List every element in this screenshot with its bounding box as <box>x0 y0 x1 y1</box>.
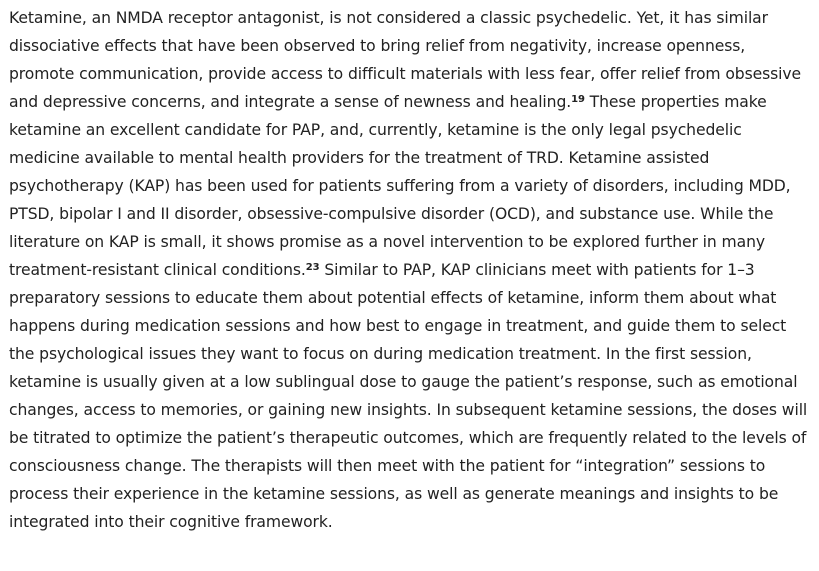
ketamine-paragraph <box>9 4 811 536</box>
paragraph-text-part-1: Ketamine, an NMDA receptor antagonist, is not considered a classic psychedelic. Yet, it has similar dissociative effects that have been observed to bring relief from negativity, increase openness, promote communication, provide access to difficult materials with less fear, offer relief from obsessive and depressive concerns, and integrate a sense of newness and healing. <box>9 9 802 111</box>
citation-19[interactable]: 19 <box>571 94 585 105</box>
paragraph-text-part-3: Similar to PAP, KAP clinicians meet with patients for 1–3 preparatory sessions to educate them about potential effects of ketamine, inform them about what happens during medication sessions and how best to engage in treatment, and guide them to select the psychological issues they want to focus on during medication treatment. In the first session, ketamine is usually given at a low sublingual dose to gauge the patient’s response, such as emotional changes, access to memories, or gaining new insights. In subsequent ketamine sessions, the doses will be titrated to optimize the patient’s therapeutic outcomes, which are frequently related to the levels of consciousness change. The therapists will then meet with the patient for “integration” sessions to process their experience in the ketamine sessions, as well as generate meanings and insights to be integrated into their cognitive framework. <box>9 261 808 531</box>
paragraph-text-part-2: These properties make ketamine an excellent candidate for PAP, and, currently, ketamine is the only legal psychedelic medicine available to mental health providers for the treatment of TRD. Ketamine assisted psychotherapy (KAP) has been used for patients suffering from a variety of disorders, including MDD, PTSD, bipolar I and II disorder, obsessive-compulsive disorder (OCD), and substance use. While the literature on KAP is small, it shows promise as a novel intervention to be explored further in many treatment-resistant clinical conditions. <box>9 93 791 279</box>
citation-23[interactable]: 23 <box>305 262 320 273</box>
